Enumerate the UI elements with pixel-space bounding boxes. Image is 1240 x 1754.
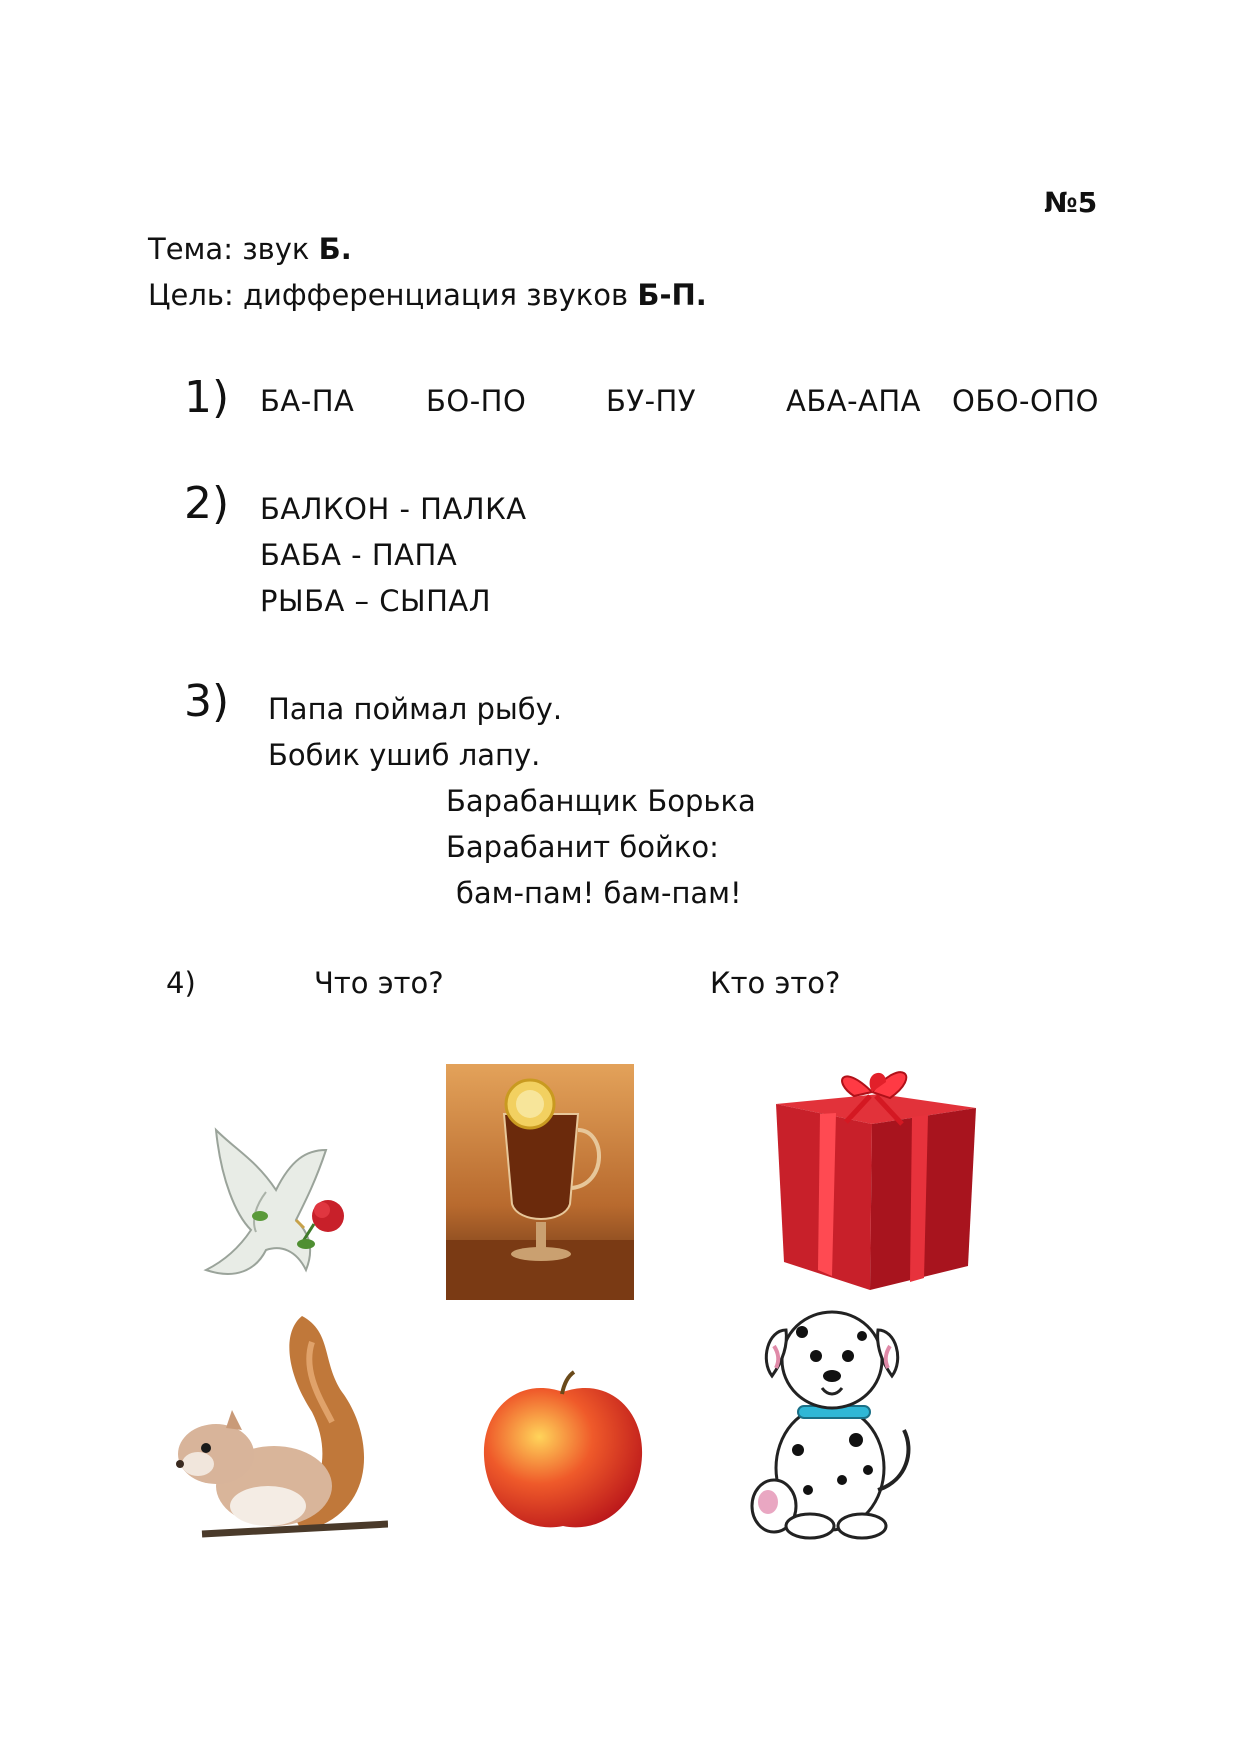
topic-line: [148, 232, 352, 266]
word-pair: РЫБА – СЫПАЛ: [260, 584, 492, 618]
task1-marker: 1): [184, 372, 230, 423]
syllable-pair: БА-ПА: [260, 384, 355, 418]
dove-with-rose-picture: [196, 1120, 372, 1296]
syllable-pair: АБА-АПА: [786, 384, 922, 418]
word-pair: БАБА - ПАПА: [260, 538, 458, 572]
question-who: Кто это?: [710, 966, 841, 1000]
poem-line: Барабанщик Борька: [446, 784, 756, 818]
glass-of-tea-picture: [446, 1064, 634, 1300]
poem-line: Барабанит бойко:: [446, 830, 719, 864]
sentence: Папа поймал рыбу.: [268, 692, 563, 726]
topic-label: Тема: звук: [148, 232, 319, 266]
task2-marker: 2): [184, 478, 230, 529]
word-pair: БАЛКОН - ПАЛКА: [260, 492, 527, 526]
topic-value: Б.: [318, 232, 352, 266]
worksheet-number: №5: [1044, 186, 1098, 219]
squirrel-picture: [162, 1312, 388, 1546]
poem-line: бам-пам! бам-пам!: [456, 876, 742, 910]
gift-box-picture: [762, 1052, 986, 1296]
sentence: Бобик ушиб лапу.: [268, 738, 541, 772]
apple-picture: [478, 1370, 648, 1536]
task4-marker: 4): [166, 966, 196, 1000]
syllable-pair: ОБО-ОПО: [952, 384, 1099, 418]
question-what: Что это?: [314, 966, 444, 1000]
syllable-pair: БО-ПО: [426, 384, 527, 418]
goal-line: [148, 278, 707, 312]
goal-label: Цель: дифференциация звуков: [148, 278, 638, 312]
task3-marker: 3): [184, 676, 230, 727]
syllable-pair: БУ-ПУ: [606, 384, 697, 418]
goal-value: Б-П.: [637, 278, 707, 312]
dalmatian-puppy-picture: [738, 1290, 926, 1546]
